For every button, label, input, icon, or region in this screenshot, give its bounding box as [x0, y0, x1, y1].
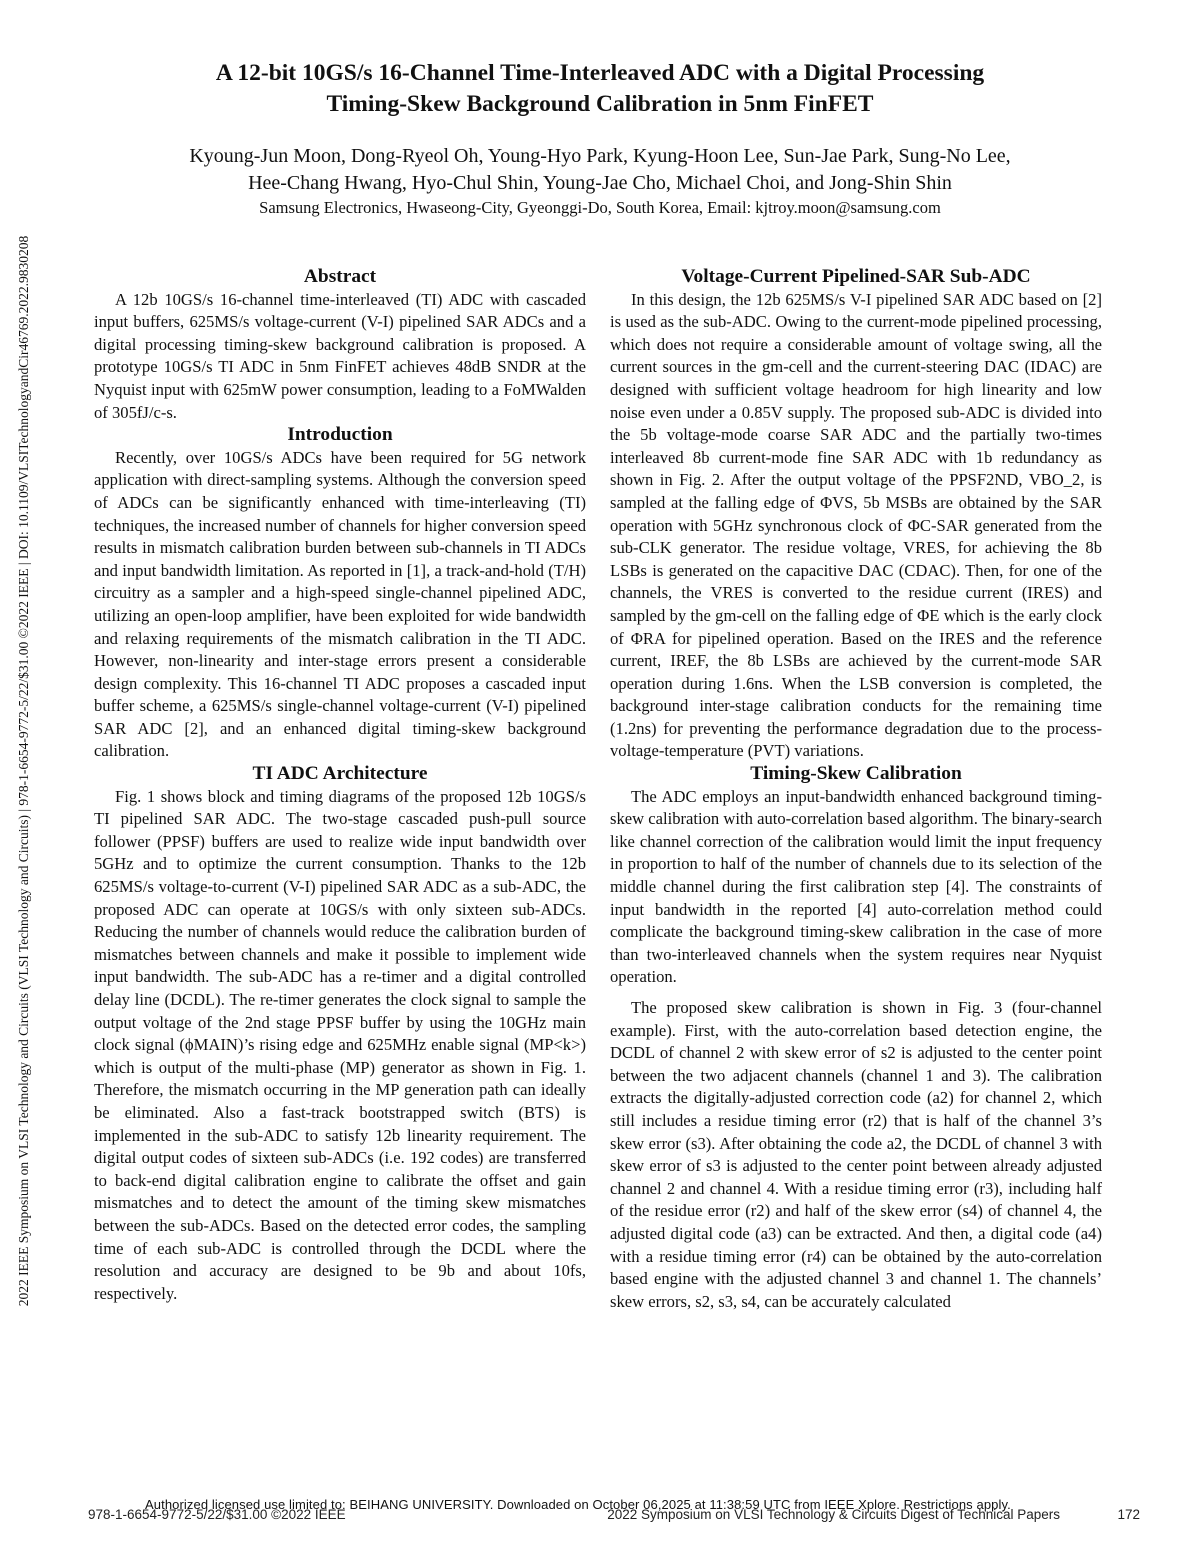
sub-adc-heading: Voltage-Current Pipelined-SAR Sub-ADC [681, 266, 1031, 287]
authors-line-1: Kyoung-Jun Moon, Dong-Ryeol Oh, Young-Hyo Park, Kyung-Hoon Lee, Sun-Jae Park, Sung-No Lee, [189, 145, 1011, 167]
skew-calibration-text-1: The ADC employs an input-bandwidth enhanced background timing-skew calibration with auto-correlation based algorithm. The binary-search like channel correction of the calibration would limit the input frequency in proportion to half of the number of channels due to its selection of the middle channel during the first calibration step [4]. The constraints of input bandwidth in the reported [4] auto-correlation method could complicate the background timing-skew calibration in the case of more than two-interleaved channels when the system requires near Nyquist operation. [610, 786, 1102, 987]
architecture-text: Fig. 1 shows block and timing diagrams of the proposed 12b 10GS/s TI pipelined SAR ADC. The two-stage cascaded push-pull source follower (PPSF) buffers are used to realize wide input bandwidth over 5GHz and to optimize the current consumption. Thanks to the 12b 625MS/s voltage-to-current (V-I) pipelined SAR ADC as a sub-ADC, the proposed ADC can operate at 10GS/s with only sixteen sub-ADCs. Reducing the number of channels would reduce the calibration burden of mismatches between channels and make it possible to implement wide input bandwidth. The sub-ADC has a re-timer and a digital controlled delay line (DCDL). The re-timer generates the clock signal to sample the output voltage of the 2nd stage PPSF buffer by using the 10GHz main clock signal (ϕMAIN)’s rising edge and 625MHz enable signal (MP<k>) which is output of the multi-phase (MP) generator as shown in Fig. 1. Therefore, the mismatch occurring in the MP generation path can ideally be eliminated. Also a fast-track bootstrapped switch (BTS) is implemented in the sub-ADC to satisfy 12b linearity requirement. The digital output codes of sixteen sub-ADCs (i.e. 192 codes) are transferred to back-end digital calibration engine to calibrate the offset and gain mismatches and to detect the amount of the timing skew mismatches between the sub-ADCs. Based on the detected error codes, the sampling time of each sub-ADC is controlled through the DCDL where the resolution and accuracy are designed to be 9b and about 10fs, respectively. [94, 786, 586, 1303]
abstract-heading: Abstract [303, 266, 377, 287]
title-line-1: A 12-bit 10GS/s 16-Channel Time-Interleaved ADC with a Digital Processing [215, 60, 985, 86]
footer-venue: 2022 Symposium on VLSI Technology & Circuits Digest of Technical Papers [607, 1507, 1060, 1522]
skew-calibration-text-2: The proposed skew calibration is shown in Fig. 3 (four-channel example). First, with the auto-correlation based detection engine, the DCDL of channel 2 with skew error of s2 is adjusted to the center point between the two adjacent channels (channel 1 and 3). The calibration extracts the digitally-adjusted correction code (a2) for channel 2, which still includes a residue timing error (r2) that is half of the channel 3’s skew error (s3). After obtaining the code a2, the DCDL of channel 3 with skew error of s3 is adjusted to the center point between already adjusted channel 2 and channel 4. With a residue timing error (r3), including half of the residue error (r2) and half of the skew error (s4) of channel 4, the adjusted digital code (a3) can be extracted. And then, a digital code (a4) with a residue timing error (r4) can be obtained by the auto-correlation based engine with the adjusted channel 3 and channel 1. The channels’ skew errors, s2, s3, s4, can be accurately calculated [610, 998, 1102, 1311]
page-footer [0, 1497, 1200, 1537]
right-column [610, 266, 1102, 1313]
authors-line-2: Hee-Chang Hwang, Hyo-Chul Shin, Young-Jae Cho, Michael Choi, and Jong-Shin Shin [248, 172, 952, 194]
footer-isbn: 978-1-6654-9772-5/22/$31.00 ©2022 IEEE [88, 1507, 346, 1522]
license-notice: Authorized licensed use limited to: BEIHANG UNIVERSITY. Downloaded on October 06,2025 at 11:38:59 UTC from IEEE Xplore. Restrictions apply. [145, 1497, 1011, 1512]
paper-title [100, 58, 1100, 120]
introduction-heading: Introduction [287, 424, 393, 446]
doi-sidebar: 2022 IEEE Symposium on VLSI Technology and Circuits (VLSI Technology and Circuits) | 978-1-6654-9772-5/22/$31.00 ©2022 IEEE | DOI: 10.1109/VLSITechnologyandCir46769.2022.9830208 [16, 235, 31, 1307]
title-line-2: Timing-Skew Background Calibration in 5nm FinFET [326, 91, 874, 117]
page-number: 172 [1117, 1507, 1140, 1522]
architecture-heading: TI ADC Architecture [252, 763, 428, 785]
sub-adc-text: In this design, the 12b 625MS/s V-I pipelined SAR ADC based on [2] is used as the sub-ADC. Owing to the current-mode pipelined processing, which does not require a considerable amount of voltage swing, all the current sources in the gm-cell and the current-steering DAC (IDAC) are designed with sufficient voltage headroom for high linearity and low noise even under a 0.85V supply. The proposed sub-ADC is divided into the 5b voltage-mode coarse SAR ADC and the partially two-times interleaved 8b current-mode fine SAR ADC with 1b redundancy as shown in Fig. 2. After the output voltage of the PPSF2ND, VBO_2, is sampled at the falling edge of ΦVS, 5b MSBs are obtained by the SAR operation with 5GHz synchronous clock of ΦC-SAR generated from the sub-CLK generator. The residue voltage, VRES, for achieving the 8b LSBs is generated on the capacitive DAC (CDAC). Then, for one of the channels, the VRES is converted to the residue current (IRES) and sampled by the gm-cell on the falling edge of ΦE which is the early clock of ΦRA for pipelined operation. Based on the IRES and the reference current, IREF, the 8b LSBs are achieved by the current-mode SAR operation during 1.6ns. When the LSB conversion is completed, the background inter-stage calibration conducts for the remaining time (1.2ns) for preventing the performance degradation due to the process-voltage-temperature (PVT) variations. [610, 289, 1102, 761]
skew-calibration-heading: Timing-Skew Calibration [750, 763, 962, 785]
abstract-text: A 12b 10GS/s 16-channel time-interleaved (TI) ADC with cascaded input buffers, 625MS/s voltage-current (V-I) pipelined SAR ADCs and a digital processing timing-skew background calibration is proposed. A prototype 10GS/s TI ADC in 5nm FinFET achieves 48dB SNDR at the Nyquist input with 625mW power consumption, leading to a FoMWalden of 305fJ/c-s. [94, 289, 586, 422]
author-list [80, 143, 1120, 197]
introduction-text: Recently, over 10GS/s ADCs have been required for 5G network application with direct-sampling systems. Although the conversion speed of ADCs can be significantly enhanced with time-interleaving (TI) techniques, the increased number of channels for higher conversion speed results in mismatch calibration burden between sub-channels in TI ADCs and input bandwidth limitation. As reported in [1], a track-and-hold (T/H) circuitry as a sampler and a high-speed single-channel pipelined ADC, utilizing an open-loop amplifier, have been exploited for wide bandwidth and relaxing requirements of the mismatch calibration in the TI ADC. However, non-linearity and inter-stage errors present a considerable design complexity. This 16-channel TI ADC proposes a cascaded input buffer scheme, a 625MS/s single-channel voltage-current (V-I) pipelined SAR ADC [2], and an enhanced digital timing-skew background calibration. [94, 447, 586, 761]
left-column [94, 266, 586, 1305]
affiliation: Samsung Electronics, Hwaseong-City, Gyeonggi-Do, South Korea, Email: kjtroy.moon@samsung.com [259, 198, 941, 217]
